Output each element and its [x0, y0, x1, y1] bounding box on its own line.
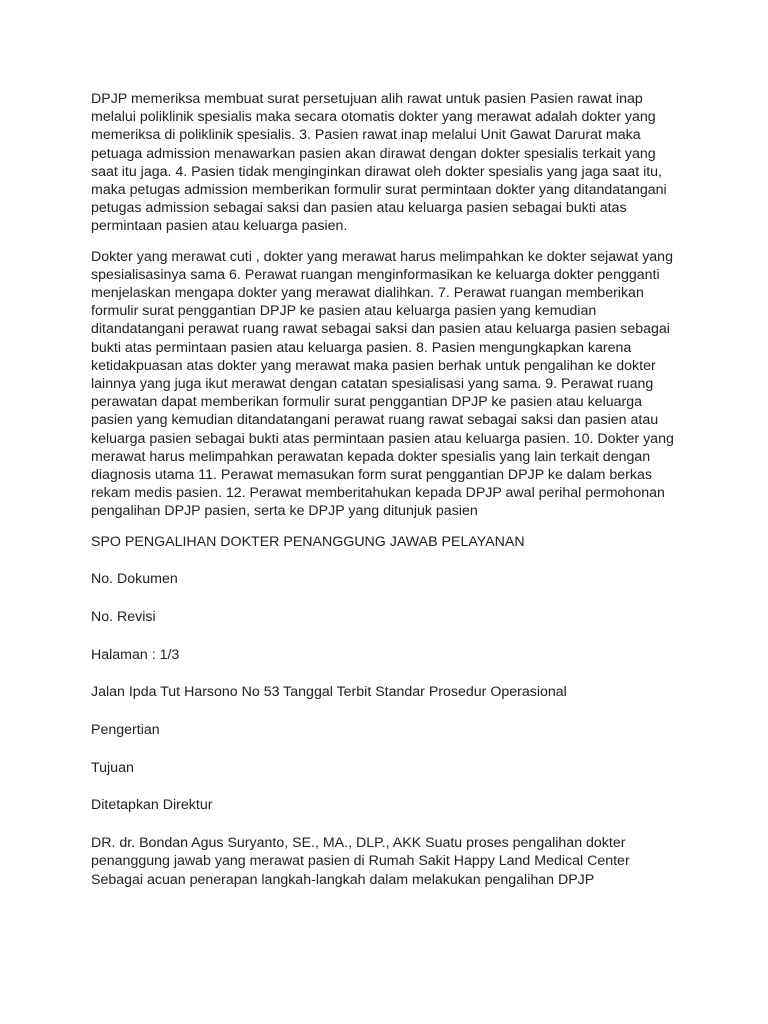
- address-line: Jalan Ipda Tut Harsono No 53 Tanggal Terbit Standar Prosedur Operasional: [91, 684, 567, 701]
- approved-by-label: Ditetapkan Direktur: [91, 797, 213, 814]
- revision-label: No. Revisi: [91, 609, 156, 626]
- definition-label: Pengertian: [91, 722, 160, 739]
- purpose-label: Tujuan: [91, 759, 134, 776]
- doc-number-label: No. Dokumen: [91, 571, 178, 588]
- paragraph-definition-and-purpose: DR. dr. Bondan Agus Suryanto, SE., MA., DLP., AKK Suatu proses pengalihan dokter penanggung jawab yang merawat pasien di Rumah Sakit Happy Land Medical Center Sebagai acuan penerapan langkah-langkah dalam melakukan pengalihan DPJP: [91, 835, 630, 888]
- paragraph-procedure-part-1: DPJP memeriksa membuat surat persetujuan alih rawat untuk pasien Pasien rawat inap melalui poliklinik spesialis maka secara otomatis dokter yang merawat adalah dokter yang memeriksa di poliklinik spesialis. 3. Pasien rawat inap melalui Unit Gawat Darurat maka petuaga admission menawarkan pasien akan dirawat dengan dokter spesialis terkait yang saat itu jaga. 4. Pasien tidak menginginkan dirawat oleh dokter spesialis yang jaga saat itu, maka petugas admission memberikan formulir surat permintaan dokter yang ditandatangani petugas admission sebagai saksi dan pasien atau keluarga pasien sebagai bukti atas permintaan pasien atau keluarga pasien.: [91, 91, 667, 235]
- page-number-label: Halaman : 1/3: [91, 646, 180, 663]
- document-title: SPO PENGALIHAN DOKTER PENANGGUNG JAWAB PELAYANAN: [91, 533, 525, 550]
- paragraph-procedure-part-2: Dokter yang merawat cuti , dokter yang merawat harus melimpahkan ke dokter sejawat yang spesialisasinya sama 6. Perawat ruangan menginformasikan ke keluarga dokter pengganti menjelaskan mengapa dokter yang merawat dialihkan. 7. Perawat ruangan memberikan formulir surat penggantian DPJP ke pasien atau keluarga pasien yang kemudian ditandatangani perawat ruang rawat sebagai saksi dan pasien atau keluarga pasien sebagai bukti atas permintaan pasien atau keluarga pasien. 8. Pasien mengungkapkan karena ketidakpuasan atas dokter yang merawat maka pasien berhak untuk pengalihan ke dokter lainnya yang juga ikut merawat dengan catatan spesialisasi yang sama. 9. Perawat ruang perawatan dapat memberikan formulir surat penggantian DPJP ke pasien atau keluarga pasien yang kemudian ditandatangani perawat ruang rawat sebagai saksi dan pasien atau keluarga pasien sebagai bukti atas permintaan pasien atau keluarga pasien. 10. Dokter yang merawat harus melimpahkan perawatan kepada dokter spesialis yang lain terkait dengan diagnosis utama 11. Perawat memasukan form surat penggantian DPJP ke dalam berkas rekam medis pasien. 12. Perawat memberitahukan kepada DPJP awal perihal permohonan pengalihan DPJP pasien, serta ke DPJP yang ditunjuk pasien: [91, 248, 674, 520]
- document-page: [91, 90, 681, 889]
